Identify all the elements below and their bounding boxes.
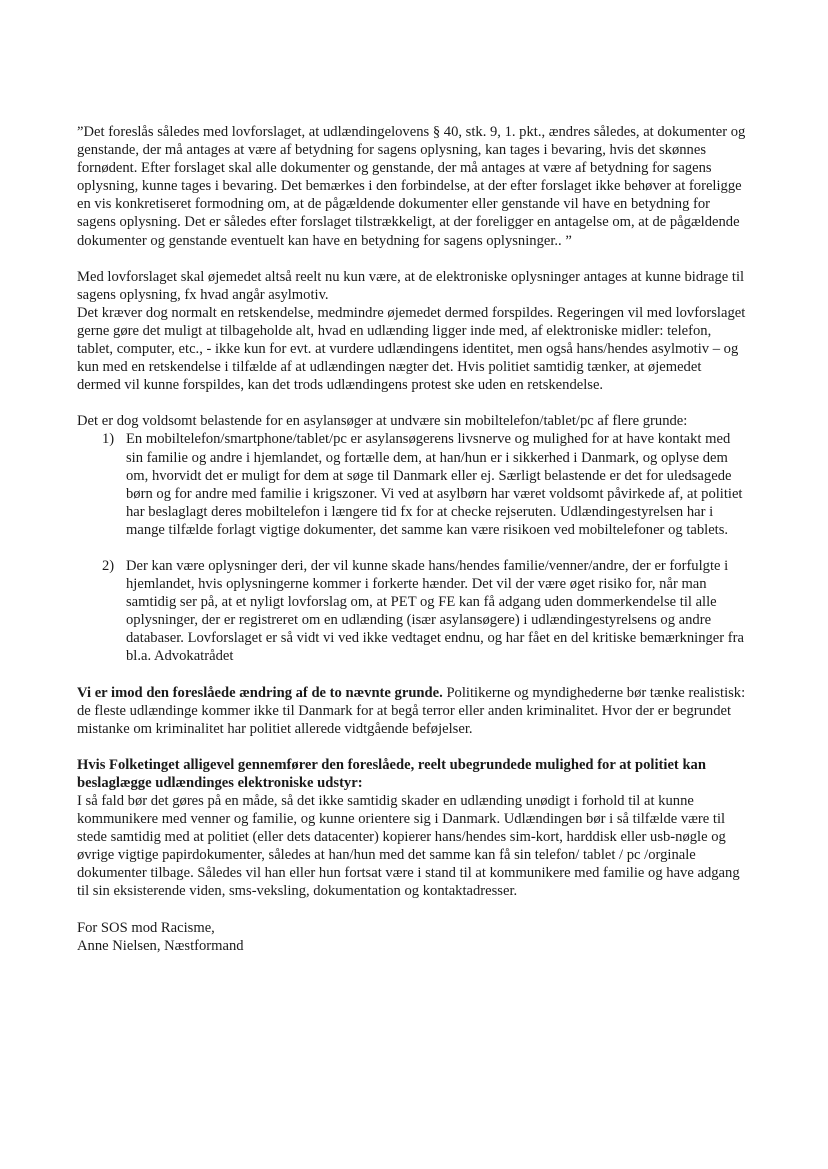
list-number: 1) <box>102 431 115 448</box>
spacer <box>77 901 748 919</box>
signature-name: Anne Nielsen, Næstformand <box>77 937 244 954</box>
list-item <box>102 430 748 539</box>
spacer <box>77 738 748 756</box>
paragraph-court-order: Det kræver dog normalt en retskendelse, medmindre øjemedet dermed forspildes. Regeringen vil med lovforslaget gerne gøre det muligt at tilbageholde alt, hvad en udlænding ligger inde med, af elektroniske midler: telefon, tablet, computer, etc., - ikke kun for evt. at vurdere udlændingens identitet, men også hans/hendes asylmotiv – og kun med en retskendelse i tilfælde af at udlændingen nægter det. Hvis politiet samtidig tænker, at øjemedet dermed vil kunne forspildes, kan det trods udlændingens protest ske uden en retskendelse. <box>77 304 746 394</box>
paragraph-opposition <box>77 684 748 738</box>
list-text: En mobiltelefon/smartphone/tablet/pc er asylansøgerens livsnerve og mulighed for at have kontakt med sin familie og andre i hjemlandet, og fortælle dem, at han/hun er i sikkerhed i Danmark, og oplyse dem om, hvorvidt det er muligt for dem at søge til Danmark eller ej. Særligt belastende er det for uledsagede børn og for andre med familie i krigszoner. Vi ved at asylbørn har været voldsomt påvirkede af, at politiet har beslaglagt deres mobiltelefon i længere tid fx for at checke rejseruten. Udlændingestyrelsen har i mange tilfælde forlagt vigtige dokumenter, det samme kan være risikoen ved mobiltelefoner og tablets. <box>126 431 743 538</box>
list-text: Der kan være oplysninger deri, der vil kunne skade hans/hendes familie/venner/andre, der er forfulgte i hjemlandet, hvis oplysningerne kommer i forkerte hænder. Det vil der være øget risiko for, når man samtidig ser på, at et nyligt lovforslag om, at PET og FE kan få adgang uden dommerkendelse til alle oplysninger, der er registreret om en udlænding (især asylansøgere) i udlændingestyrelsens og andre databaser. Lovforslaget er så vidt vi ved ikke vedtaget endnu, og har fået en del kritiske bemærkninger fra bl.a. Advokatrådet <box>126 557 744 665</box>
opposition-heading: Vi er imod den foreslåede ændring af de to nævnte grunde. <box>77 684 443 701</box>
paragraph-purpose: Med lovforslaget skal øjemedet altså reelt nu kun være, at de elektroniske oplysninger antages at kunne bidrage til sagens oplysning, fx hvad angår asylmotiv. <box>77 268 745 303</box>
spacer <box>77 666 748 684</box>
paragraph-alternative: I så fald bør det gøres på en måde, så det ikke samtidig skader en udlænding unødigt i forhold til at kunne kommunikere med venner og familie, og kunne orientere sig i Danmark. Udlændingen bør i så tilfælde være til stede samtidig med at politiet (eller dets datacenter) kopierer hans/hendes sim-kort, harddisk eller usb-nøgle og øvrige vigtige papirdokumenter, således at han/hun med det samme kan få sin telefon/ tablet / pc /orginale dokumenter tilbage. Således vil han eller hun fortsat være i stand til at kommunikere med familie og have adgang til sin eksisterende viden, sms-veksling, dokumentation og kontaktadresser. <box>77 793 740 900</box>
spacer <box>77 539 748 557</box>
reasons-list <box>77 430 748 665</box>
list-number: 2) <box>102 557 115 574</box>
opposition-text: Politikerne og myndighederne bør tænke realistisk: de fleste udlændinge kommer ikke til Danmark for at begå terror eller anden kriminalitet. Hvor der er begrundet mistanke om kriminalitet har politiet allerede vidtgående beføjelser. <box>77 684 746 737</box>
signature-block <box>77 919 748 955</box>
paragraph-alternative-heading: Hvis Folketinget alligevel gennemfører den foreslåede, reelt ubegrundede mulighed for at politiet kan beslaglægge udlændinges elektroniske udstyr: <box>77 756 706 791</box>
signature-organization: For SOS mod Racisme, <box>77 919 215 936</box>
quoted-proposal: ”Det foreslås således med lovforslaget, at udlændingelovens § 40, stk. 9, 1. pkt., ændres således, at dokumenter og genstande, der må antages at være af betydning for sagens oplysning, kan tages i bevaring, hvis det skønnes fornødent. Efter forslaget skal alle dokumenter og genstande, der må antages at være af betydning for sagens oplysning, kunne tages i bevaring. Det bemærkes i den forbindelse, at der efter forslaget ikke behøver at foreligge en vis konkretiseret formodning om, at de pågældende dokumenter eller genstande vil have en betydning for sagens oplysning. Det er således efter forslaget tilstrækkeligt, at der foreligger en antagelse om, at de pågældende dokumenter og genstande eventuelt kan have en betydning for sagens oplysninger.. ” <box>77 124 746 249</box>
list-item <box>102 557 748 666</box>
paragraph-reasons-intro: Det er dog voldsomt belastende for en asylansøger at undvære sin mobiltelefon/tablet/pc af flere grunde: <box>77 413 688 430</box>
spacer <box>77 394 748 412</box>
